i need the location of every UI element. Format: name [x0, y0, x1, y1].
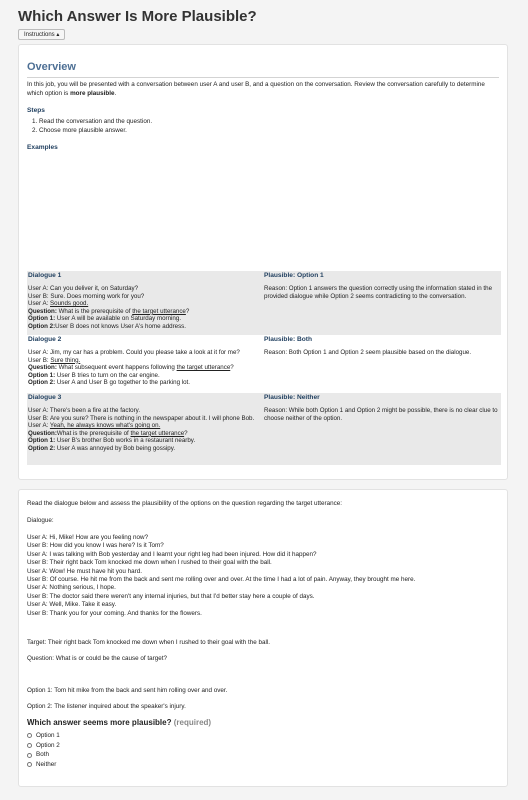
instructions-panel — [18, 44, 508, 480]
dialogue-line: User A: I was talking with Bob yesterday and I learnt your right leg had been injured. How did it happen? — [27, 550, 317, 558]
answer-question-title: Which answer seems more plausible? (required) — [27, 718, 212, 727]
option-1-line: Option 1: User A will be available on Saturday morning. — [28, 315, 182, 323]
dialogue-line: User B: Are you sure? There is nothing in the newspaper about it. I will phone Bob. — [28, 414, 255, 422]
radio-neither[interactable]: Neither — [27, 760, 60, 770]
example-verdict — [263, 335, 501, 393]
example-row-2 — [27, 335, 501, 393]
dialogue-line: User A: Hi, Mike! How are you feeling now? — [27, 534, 149, 541]
dialogue-line: User B: Their right back Tom knocked me down when I rushed to their goal with the ball. — [27, 559, 272, 567]
task-prompt: Read the dialogue below and assess the plausibility of the options on the question regarding the target utterance: — [27, 500, 343, 507]
radio-both[interactable]: Both — [27, 750, 60, 760]
example-dialogue-title: Dialogue 3 — [28, 394, 62, 401]
radio-option-1[interactable]: Option 1 — [27, 731, 60, 741]
question-line: Question: What subsequent event happens following the target utterance? — [28, 364, 234, 372]
dialogue-line: User A: There's been a fire at the factory. — [28, 407, 141, 414]
dialogue-line: User A: Nothing serious, I hope. — [27, 584, 116, 592]
target-text: Target: Their right back Tom knocked me down when I rushed to their goal with the ball. — [27, 639, 271, 646]
overview-title: Overview — [27, 61, 76, 73]
example-verdict — [263, 271, 501, 335]
task-panel — [18, 489, 508, 787]
reason-text: Reason: Option 1 answers the question correctly using the information stated in the provided dialogue while Option 2 seems contradicting to the conversation. — [264, 285, 493, 300]
target-line: User B: Sure thing. — [28, 356, 81, 364]
target-line: User A: Yeah, he always knows what's going on. — [28, 422, 161, 430]
dialogue-line: User A: Wow! He must have hit you hard. — [27, 567, 143, 575]
question-line: Question: What is the prerequisite of the target utterance? — [28, 307, 190, 315]
dialogue-line: User A: Jim, my car has a problem. Could you please take a look at it for me? — [28, 349, 240, 356]
dialogue-line: User B: Sure. Does morning work for you? — [28, 292, 145, 300]
dialogue-line: User B: Thank you for your coming. And thanks for the flowers. — [27, 609, 202, 617]
example-dialogue — [27, 393, 263, 465]
radio-button[interactable] — [27, 762, 32, 767]
example-row-3 — [27, 393, 501, 465]
step-item: 1. Read the conversation and the question. — [32, 118, 153, 125]
instructions-toggle-button[interactable]: Instructions ▴ — [18, 29, 65, 40]
option-2-text: Option 2: The listener inquired about the speaker's injury. — [27, 703, 186, 710]
reason-text: Reason: While both Option 1 and Option 2 might be possible, there is no clear clue to choose neither of the option. — [264, 407, 498, 422]
examples-heading: Examples — [27, 144, 58, 151]
option-1-line: Option 1: User B tries to turn on the car engine. — [28, 371, 160, 379]
question-text: Question: What is or could be the cause of target? — [27, 655, 168, 662]
example-dialogue — [27, 271, 263, 335]
plausible-title: Plausible: Both — [264, 336, 312, 343]
plausible-title: Plausible: Option 1 — [264, 272, 324, 279]
option-1-line: Option 1: User B's brother Bob works in a restaurant nearby. — [28, 437, 196, 445]
option-1-text: Option 1: Tom hit mike from the back and sent him rolling over and over. — [27, 687, 228, 694]
dialogue-line: User B: The doctor said there weren't any internal injuries, but that I'd better stay here a couple of days. — [27, 592, 315, 600]
radio-option-2[interactable]: Option 2 — [27, 741, 60, 751]
example-row-1 — [27, 271, 501, 335]
dialogue-label: Dialogue: — [27, 517, 54, 524]
dialogue-line: User B: Of course. He hit me from the back and sent me rolling over and over. At the time I had a lot of pain. Anyway, they brought me here. — [27, 576, 416, 584]
example-dialogue-title: Dialogue 1 — [28, 272, 62, 279]
page-title: Which Answer Is More Plausible? — [18, 8, 257, 25]
target-line: User A: Sounds good. — [28, 300, 89, 308]
step-item: 2. Choose more plausible answer. — [32, 126, 127, 134]
overview-intro: In this job, you will be presented with a conversation between user A and user B, and a question on the conversation. Review the conversation carefully to determine which option is more plausible. — [27, 81, 485, 97]
option-2-line: Option 2: User A and User B go together to the parking lot. — [28, 379, 190, 387]
option-2-line: Option 2: User A was annoyed by Bob being gossipy. — [28, 444, 176, 452]
overview-divider — [27, 77, 499, 78]
reason-text: Reason: Both Option 1 and Option 2 seem plausible based on the dialogue. — [264, 349, 472, 356]
example-dialogue-title: Dialogue 2 — [28, 336, 62, 343]
required-label: (required) — [173, 718, 212, 727]
radio-button[interactable] — [27, 733, 32, 738]
question-line: Question:What is the prerequisite of the target utterance? — [28, 429, 188, 437]
dialogue-line: User A: Well, Mike. Take it easy. — [27, 601, 117, 609]
radio-button[interactable] — [27, 743, 32, 748]
plausible-title: Plausible: Neither — [264, 394, 320, 401]
dialogue-line: User A: Can you deliver it, on Saturday? — [28, 285, 139, 292]
steps-heading: Steps — [27, 107, 45, 114]
dialogue-line: User B: How did you know I was here? Is it Tom? — [27, 542, 164, 550]
example-verdict — [263, 393, 501, 465]
option-2-line: Option 2:User B does not knows User A's home address. — [28, 322, 186, 330]
steps-list — [32, 118, 152, 135]
task-dialogue — [27, 534, 501, 618]
radio-button[interactable] — [27, 753, 32, 758]
example-dialogue — [27, 335, 263, 393]
answer-radio-group — [27, 731, 60, 770]
